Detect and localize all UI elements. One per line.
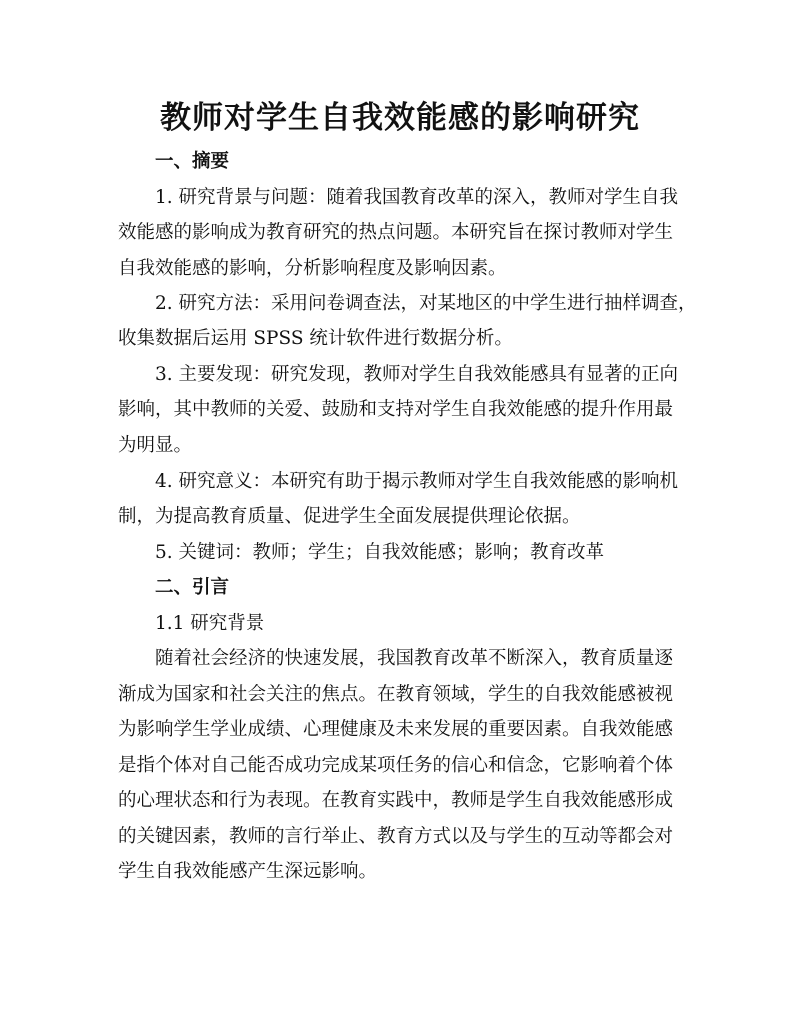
intro-paragraph-line-6: 的关键因素，教师的言行举止、教育方式以及与学生的互动等都会对 bbox=[118, 826, 674, 847]
abstract-item-4-line-1: 4. 研究意义：本研究有助于揭示教师对学生自我效能感的影响机 bbox=[155, 471, 679, 492]
abstract-item-3-line-3: 为明显。 bbox=[118, 435, 193, 456]
abstract-item-1-line-1: 1. 研究背景与问题：随着我国教育改革的深入，教师对学生自我 bbox=[155, 187, 679, 208]
abstract-item-1-line-2: 效能感的影响成为教育研究的热点问题。本研究旨在探讨教师对学生 bbox=[118, 222, 674, 243]
intro-paragraph-line-5: 的心理状态和行为表现。在教育实践中，教师是学生自我效能感形成 bbox=[118, 790, 674, 811]
abstract-item-3-line-2: 影响，其中教师的关爱、鼓励和支持对学生自我效能感的提升作用最 bbox=[118, 399, 674, 420]
abstract-item-2-line-2: 收集数据后运用 SPSS 统计软件进行数据分析。 bbox=[118, 328, 513, 349]
abstract-item-2-line-1: 2. 研究方法：采用问卷调查法，对某地区的中学生进行抽样调查， bbox=[155, 293, 697, 314]
intro-paragraph-line-1: 随着社会经济的快速发展，我国教育改革不断深入，教育质量逐 bbox=[155, 648, 674, 669]
abstract-item-3-line-1: 3. 主要发现：研究发现，教师对学生自我效能感具有显著的正向 bbox=[155, 364, 679, 385]
abstract-item-1-line-3: 自我效能感的影响，分析影响程度及影响因素。 bbox=[118, 258, 507, 279]
intro-paragraph-line-2: 渐成为国家和社会关注的焦点。在教育领域，学生的自我效能感被视 bbox=[118, 684, 674, 705]
abstract-item-5-line-1: 5. 关键词：教师；学生；自我效能感；影响；教育改革 bbox=[155, 542, 605, 563]
intro-subheading: 1.1 研究背景 bbox=[155, 613, 265, 634]
intro-heading: 二、引言 bbox=[155, 577, 230, 598]
abstract-item-4-line-2: 制，为提高教育质量、促进学生全面发展提供理论依据。 bbox=[118, 506, 581, 527]
intro-paragraph-line-4: 是指个体对自己能否成功完成某项任务的信心和信念，它影响着个体 bbox=[118, 755, 674, 776]
abstract-heading: 一、摘要 bbox=[155, 151, 230, 172]
document-title: 教师对学生自我效能感的影响研究 bbox=[160, 100, 640, 136]
intro-paragraph-line-7: 学生自我效能感产生深远影响。 bbox=[118, 861, 378, 882]
intro-paragraph-line-3: 为影响学生学业成绩、心理健康及未来发展的重要因素。自我效能感 bbox=[118, 719, 674, 740]
